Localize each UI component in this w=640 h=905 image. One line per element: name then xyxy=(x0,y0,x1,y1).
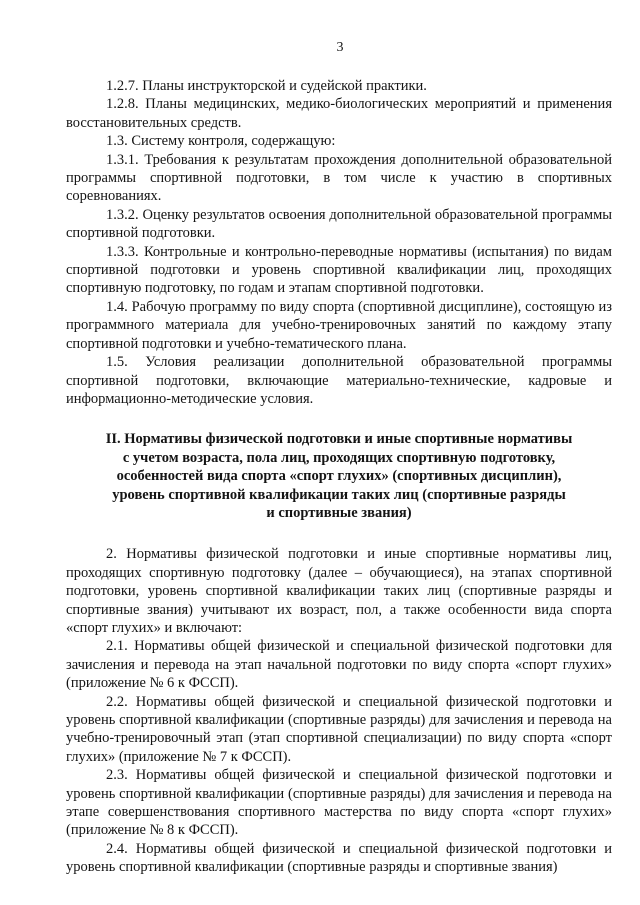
section-one-items xyxy=(66,77,612,408)
page-number: 3 xyxy=(336,40,344,55)
heading-line: II. Нормативы физической подготовки и иные спортивные нормативы xyxy=(105,431,573,448)
heading-line: с учетом возраста, пола лиц, проходящих спортивную подготовку, xyxy=(122,449,556,466)
item-1-3-3: 1.3.3. Контрольные и контрольно-переводные нормативы (испытания) по видам спортивной подготовки и уровень спортивной квалификации лиц, проходящих спортивную подготовку, по годам и этапам спортивной подготовки. xyxy=(66,243,612,297)
heading-line: уровень спортивной квалификации таких лиц (спортивные разряды xyxy=(112,486,566,503)
item-2: 2. Нормативы физической подготовки и иные спортивные нормативы лиц, проходящих спортивную подготовку (далее – обучающиеся), на этапах спортивной подготовки, уровень спортивной квалификации таких лиц (спортивные разряды и спортивные звания) учитывают их возраст, пол, а также особенности вида спорта «спорт глухих» и включают: xyxy=(66,546,612,636)
item-2-4: 2.4. Нормативы общей физической и специальной физической подготовки и уровень спортивной квалификации (спортивные разряды и спортивные звания) xyxy=(66,840,612,876)
item-1-3-2: 1.3.2. Оценку результатов освоения дополнительной образовательной программы спортивной подготовки. xyxy=(66,206,612,242)
item-1-3-1: 1.3.1. Требования к результатам прохождения дополнительной образовательной программы спортивной подготовки, в том числе к участию в спортивных соревнованиях. xyxy=(66,151,612,205)
section-two-items xyxy=(66,545,612,876)
item-2-2: 2.2. Нормативы общей физической и специальной физической подготовки и уровень спортивной квалификации (спортивные разряды) для зачисления и перевода на учебно-тренировочный этап (этап спортивной специализации) по виду спорта «спорт глухих» (приложение № 7 к ФССП). xyxy=(66,693,612,765)
heading-line: особенностей вида спорта «спорт глухих» (спортивных дисциплин), xyxy=(116,468,562,485)
section-two-heading xyxy=(66,430,612,522)
item-1-2-8: 1.2.8. Планы медицинских, медико-биологических мероприятий и применения восстановительных средств. xyxy=(66,96,612,131)
item-1-4: 1.4. Рабочую программу по виду спорта (спортивной дисциплине), состоящую из программного материала для учебно-тренировочных занятий по каждому этапу спортивной подготовки и учебно-тематического плана. xyxy=(66,298,612,352)
item-2-1: 2.1. Нормативы общей физической и специальной физической подготовки для зачисления и перевода на этап начальной подготовки по виду спорта «спорт глухих» (приложение № 6 к ФССП). xyxy=(66,638,612,692)
item-1-5: 1.5. Условия реализации дополнительной образовательной программы спортивной подготовки, включающие материально-технические, кадровые и информационно-методические условия. xyxy=(66,354,612,407)
item-1-3: 1.3. Систему контроля, содержащую: xyxy=(106,133,336,150)
item-2-3: 2.3. Нормативы общей физической и специальной физической подготовки и уровень спортивной квалификации (спортивные разряды) для зачисления и перевода на этапе совершенствования спортивного мастерства по виду спорта «спорт глухих» (приложение № 8 к ФССП). xyxy=(66,767,612,839)
heading-line: и спортивные звания) xyxy=(266,504,412,521)
item-1-2-7: 1.2.7. Планы инструкторской и судейской практики. xyxy=(106,78,427,94)
